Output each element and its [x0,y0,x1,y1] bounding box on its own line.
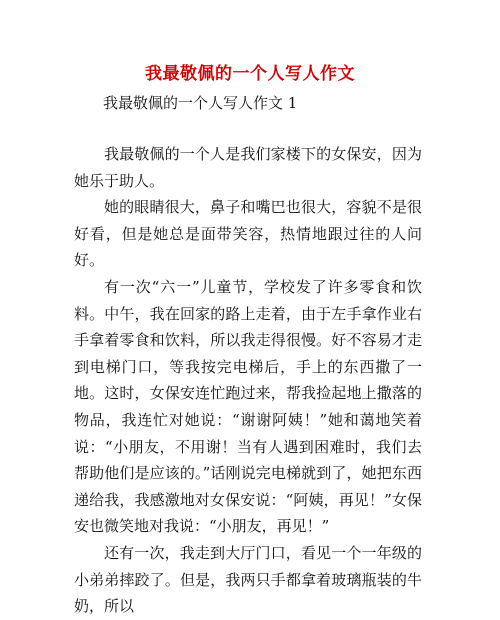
document-subtitle: 我最敬佩的一个人写人作文 1 [103,94,298,112]
document-body [74,141,422,620]
document-title: 我最敬佩的一个人写人作文 [145,64,355,84]
paragraph: 她的眼睛很大，鼻子和嘴巴也很大，容貌不是很好看，但是她总是面带笑容，热情地跟过往的人问好。 [74,198,422,270]
paragraph: 有一次“六一”儿童节，学校发了许多零食和饮料。中午，我在回家的路上走着，由于左手拿作业右手拿着零食和饮料，所以我走得很慢。好不容易才走到电梯门口，等我按完电梯后，手上的东西撒了一地。这时，女保安连忙跑过来，帮我捡起地上撒落的物品，我连忙对她说：“谢谢阿姨！”她和蔼地笑着说：“小朋友，不用谢！当有人遇到困难时，我们去帮助他们是应该的。”话刚说完电梯就到了，她把东西递给我，我感激地对女保安说：“阿姨，再见！”女保安也微笑地对我说：“小朋友，再见！” [74,277,422,536]
paragraph: 还有一次，我走到大厅门口，看见一个一年级的小弟弟摔跤了。但是，我两只手都拿着玻璃瓶装的牛奶，所以 [74,543,422,616]
paragraph: 我最敬佩的一个人是我们家楼下的女保安，因为她乐于助人。 [74,145,422,190]
